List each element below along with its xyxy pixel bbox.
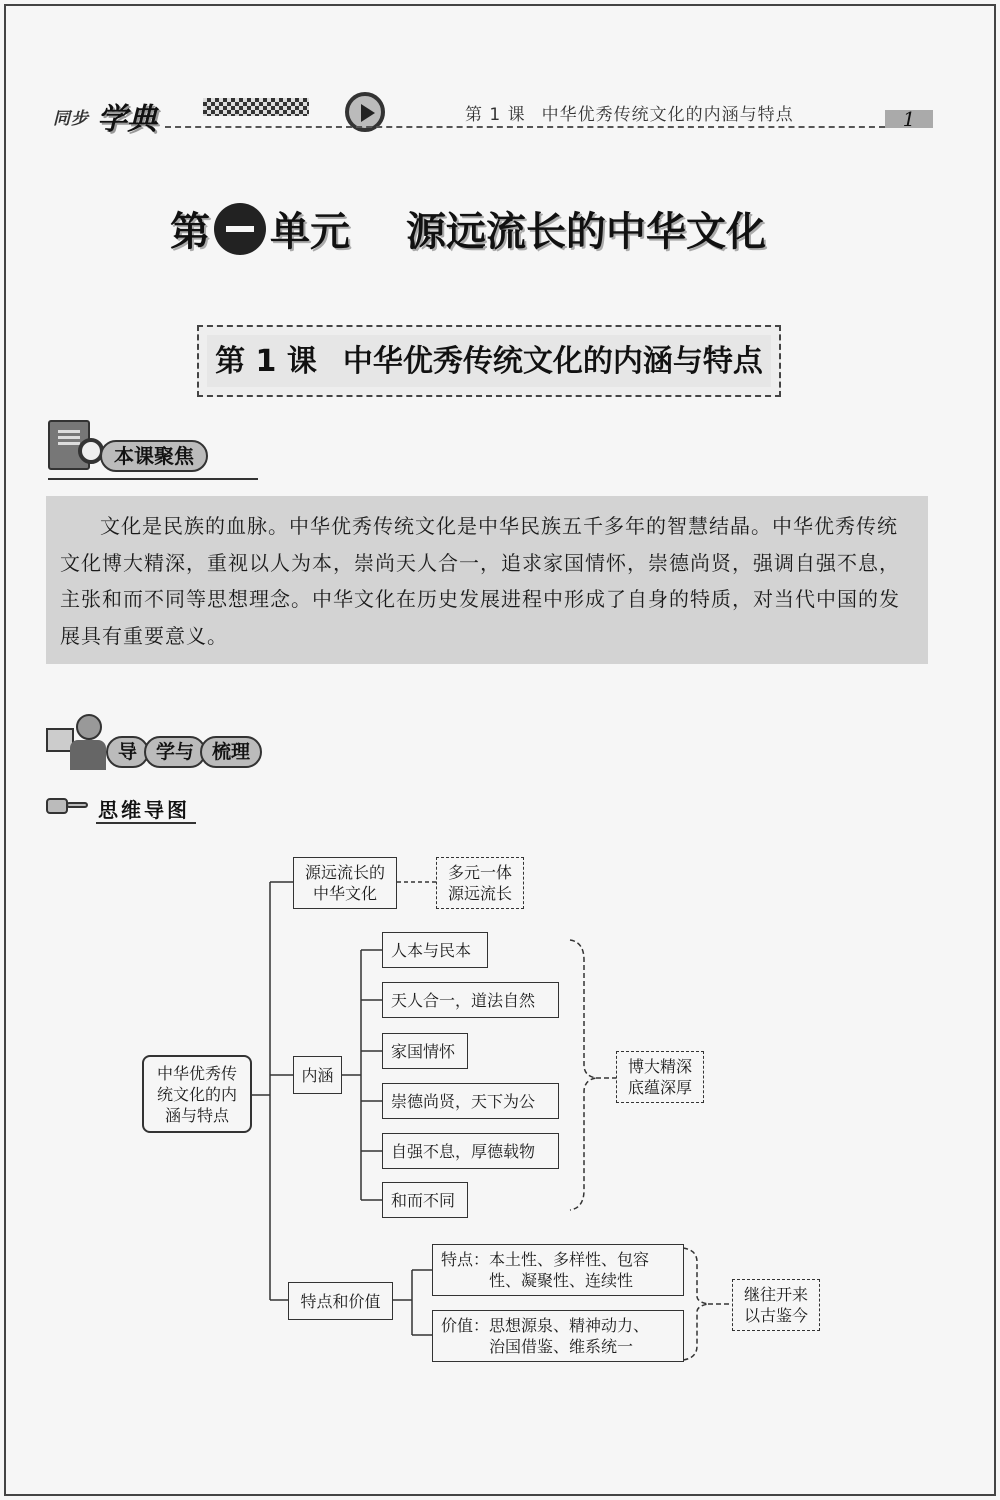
lesson-title: 中华优秀传统文化的内涵与特点 xyxy=(342,344,763,379)
mindmap-branch-origin: 源远流长的 中华文化 xyxy=(293,857,397,909)
lesson-number: 第 1 课 xyxy=(215,344,317,379)
unit-prefix: 第 xyxy=(170,209,210,255)
focus-paragraph-box xyxy=(46,496,928,664)
guide-label-part3: 梳理 xyxy=(200,736,262,768)
connotation-item: 自强不息，厚德载物 xyxy=(382,1133,559,1169)
mindmap-root: 中华优秀传 统文化的内 涵与特点 xyxy=(142,1055,252,1133)
unit-name: 源远流长的中华文化 xyxy=(406,209,766,255)
lesson-title-box xyxy=(197,325,781,397)
focus-label: 本课聚焦 xyxy=(100,440,208,472)
guide-badge xyxy=(46,714,266,774)
guide-label-part2: 学与 xyxy=(144,736,206,768)
connotation-item: 家国情怀 xyxy=(382,1033,468,1069)
connotation-item: 崇德尚贤，天下为公 xyxy=(382,1083,559,1119)
pointing-hand-icon xyxy=(46,796,90,816)
values-item: 价值：思想源泉、精神动力、 治国借鉴、维系统一 xyxy=(432,1310,684,1362)
page-number: 1 xyxy=(885,110,933,128)
page-header xyxy=(45,90,935,137)
header-title xyxy=(465,100,794,125)
mindmap-label-underline xyxy=(96,822,196,824)
mindmap-branch-features-note: 继往开来 以古鉴今 xyxy=(732,1279,820,1331)
mindmap-label: 思维导图 xyxy=(98,798,190,822)
connotation-item: 人本与民本 xyxy=(382,932,488,968)
header-divider xyxy=(165,126,885,128)
mindmap-branch-origin-note: 多元一体 源远流长 xyxy=(436,857,524,909)
unit-title xyxy=(170,200,830,260)
mindmap-branch-features-values: 特点和价值 xyxy=(288,1282,393,1320)
focus-underline xyxy=(48,478,258,480)
features-item: 特点：本土性、多样性、包容 性、凝聚性、连续性 xyxy=(432,1244,684,1296)
checker-pattern xyxy=(203,98,309,116)
brand-small: 同步 xyxy=(53,109,89,129)
focus-paragraph: 文化是民族的血脉。中华优秀传统文化是中华民族五千多年的智慧结晶。中华优秀传统文化博大精深，重视以人为本，崇尚天人合一，追求家国情怀，崇德尚贤，强调自强不息，主张和而不同等思想理念。中华文化在历史发展进程中形成了自身的特质，对当代中国的发展具有重要意义。 xyxy=(60,514,900,648)
connotation-item: 天人合一，道法自然 xyxy=(382,982,559,1018)
mindmap-branch-connotation: 内涵 xyxy=(293,1056,342,1094)
guide-label-part1: 导 xyxy=(106,736,149,768)
connotation-item: 和而不同 xyxy=(382,1182,468,1218)
focus-badge xyxy=(48,420,268,480)
unit-number-one-icon xyxy=(214,203,266,255)
mindmap-branch-connotation-note: 博大精深 底蕴深厚 xyxy=(616,1051,704,1103)
teacher-icon xyxy=(46,714,104,774)
header-lesson-name: 中华优秀传统文化的内涵与特点 xyxy=(541,105,794,125)
unit-suffix: 单元 xyxy=(270,209,350,255)
header-lesson-number: 第 1 课 xyxy=(465,105,526,125)
brand-logo: 学典 xyxy=(97,102,157,137)
